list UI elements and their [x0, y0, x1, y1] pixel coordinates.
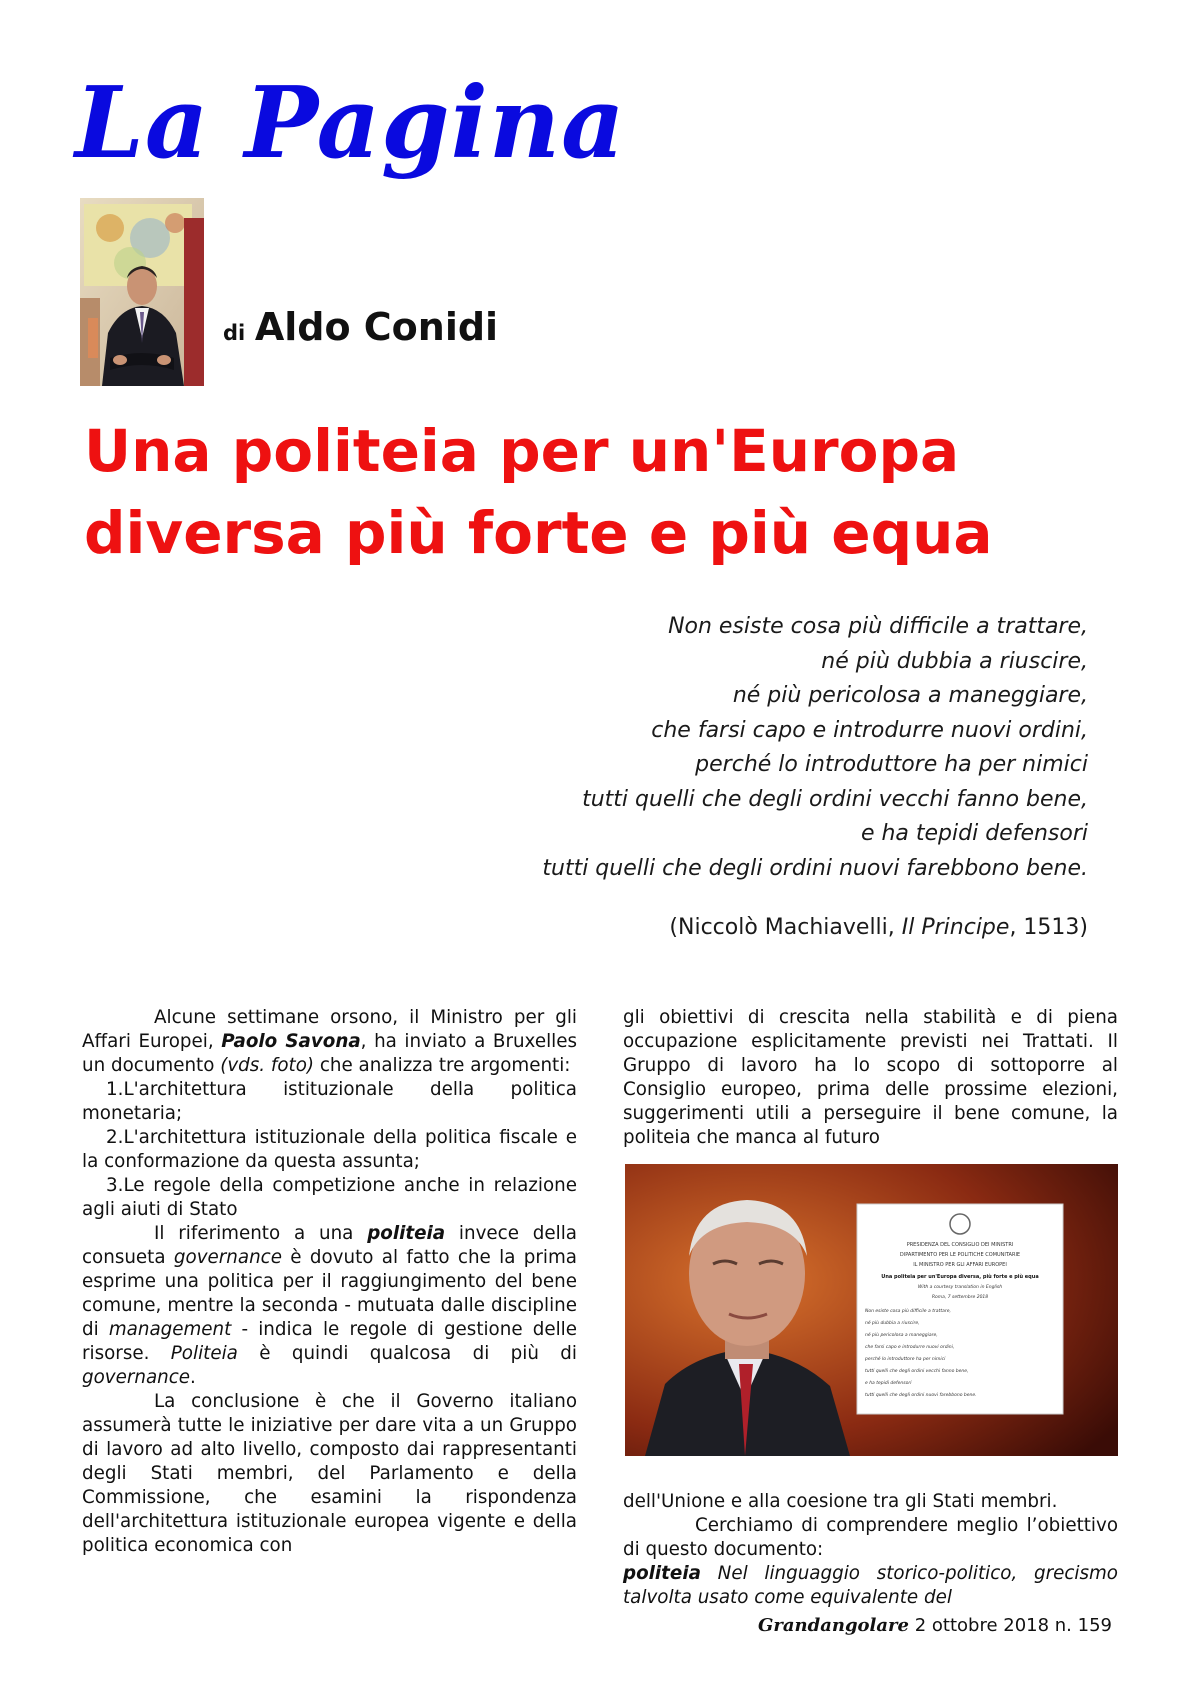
text-run: . [190, 1367, 196, 1388]
article-paragraph: dell'Unione e alla coesione tra gli Stati membri. [623, 1491, 1058, 1512]
quote-line: che farsi capo e introdurre nuovi ordini, [651, 717, 1088, 743]
article-column-right-bottom [623, 1490, 1118, 1610]
machiavelli-quote [448, 610, 1088, 946]
savona-photo-image [625, 1164, 1118, 1456]
photo-reference: (vds. foto) [220, 1055, 315, 1076]
quote-line: tutti quelli che degli ordini nuovi farebbono bene. [542, 855, 1088, 881]
quote-line: tutti quelli che degli ordini vecchi fanno bene, [582, 786, 1088, 812]
doc-quote-line: Non esiste cosa più difficile a trattare, [865, 1309, 951, 1314]
publication-name: Grandangolare [758, 1615, 909, 1636]
author-photo [80, 198, 204, 386]
text-run: è quindi qualcosa di più di [237, 1343, 577, 1364]
doc-quote-line: tutti quelli che degli ordini vecchi fanno bene, [865, 1369, 969, 1374]
doc-quote-line: che farsi capo e introdurre nuovi ordini, [865, 1345, 955, 1350]
article-column-left [82, 1006, 577, 1558]
article-paragraph: gli obiettivi di crescita nella stabilità e di piena occupazione esplicitamente previsti nei Trattati. Il Gruppo di lavoro ha lo scopo di sottoporre al Consiglio europeo, prima delle prossime elezioni, suggerimenti utili a perseguire il bene comune, la politeia che manca al futuro [623, 1007, 1118, 1148]
doc-quote-line: perché lo introduttore ha per nimici [865, 1357, 946, 1362]
article-paragraph [82, 1006, 577, 1078]
byline [223, 305, 498, 349]
author-portrait-image [80, 198, 204, 386]
text-run: - indica le regole di gestione delle risorse. [82, 1319, 577, 1364]
list-item: 2.L'architettura istituzionale della politica fiscale e la conformazione da questa assunta; [82, 1127, 577, 1172]
list-item: 1.L'architettura istituzionale della politica monetaria; [82, 1079, 577, 1124]
doc-heading-3: IL MINISTRO PER GLI AFFARI EUROPEI [913, 1262, 1007, 1268]
term-management: management [108, 1319, 232, 1340]
term-politeia: Politeia [170, 1343, 238, 1364]
quote-line: perché lo introduttore ha per nimici [695, 752, 1088, 777]
definition-paragraph [623, 1562, 1118, 1610]
article-column-right-top [623, 1006, 1118, 1150]
definition-term: politeia [623, 1563, 701, 1584]
article-paragraph [82, 1222, 577, 1390]
quote-line: e ha tepidi defensori [860, 821, 1088, 846]
text-run: Il riferimento a una [154, 1223, 368, 1244]
definition-text: Nel linguaggio storico-politico, grecismo talvolta usato come equivalente del [623, 1563, 1118, 1608]
byline-author: Aldo Conidi [254, 305, 499, 349]
doc-heading-1: PRESIDENZA DEL CONSIGLIO DEI MINISTRI [906, 1242, 1014, 1248]
page-footer [758, 1615, 1112, 1636]
doc-quote-line: e ha tepidi defensori [865, 1381, 912, 1386]
doc-date: Roma, 7 settembre 2018 [931, 1295, 989, 1300]
quote-line: né più pericolosa a maneggiare, [732, 683, 1088, 708]
text-run: , ha inviato a Bruxelles un documento [82, 1031, 577, 1076]
quote-line: Non esiste cosa più difficile a trattare, [668, 614, 1088, 639]
text-run: è dovuto al fatto che la prima esprime una politica per il raggiungimento del bene comune, mentre la seconda - mutuata dalle discipline di [82, 1247, 577, 1340]
headline-line-1: Una politeia per un'Europa [84, 417, 960, 485]
doc-quote-line: tutti quelli che degli ordini nuovi farebbono bene. [865, 1393, 977, 1398]
attribution-author: (Niccolò Machiavelli, [669, 915, 902, 940]
doc-heading-2: DIPARTIMENTO PER LE POLITICHE COMUNITARIE [899, 1252, 1021, 1258]
quote-line: né più dubbia a riuscire, [821, 648, 1088, 674]
doc-subtitle: With a courtesy translation in English [917, 1285, 1003, 1290]
issue-info: 2 ottobre 2018 n. 159 [908, 1615, 1112, 1636]
text-run: che analizza tre argomenti: [314, 1055, 571, 1076]
attribution-year: , 1513) [1009, 915, 1088, 940]
attribution-work: Il Principe [901, 915, 1010, 940]
masthead: La Pagina [75, 66, 626, 181]
byline-prefix: di [223, 321, 246, 345]
quote-attribution [448, 911, 1088, 946]
article-paragraph: La conclusione è che il Governo italiano assumerà tutte le iniziative per dare vita a un Gruppo di lavoro ad alto livello, composto dai rappresentanti degli Stati membri, del Parlamento e della Commissione, che esamini la rispondenza dell'architettura istituzionale europea vigente e della politica economica con [82, 1391, 577, 1556]
headline-line-2: diversa più forte e più equa [84, 499, 993, 567]
person-name: Paolo Savona [221, 1031, 361, 1052]
doc-quote-line: né più dubbia a riuscire, [865, 1321, 920, 1326]
doc-title: Una politeia per un'Europa diversa, più forte e più equa [881, 1274, 1039, 1280]
text-run: Alcune settimane orsono, il Ministro per gli Affari Europei, [82, 1007, 577, 1052]
term-governance: governance [82, 1367, 191, 1388]
article-paragraph: Cerchiamo di comprendere meglio l’obiettivo di questo documento: [623, 1515, 1118, 1560]
headline [84, 410, 1144, 574]
term-politeia: politeia [367, 1223, 446, 1244]
term-governance: governance [173, 1247, 282, 1268]
list-item: 3.Le regole della competizione anche in relazione agli aiuti di Stato [82, 1175, 577, 1220]
savona-document-photo [625, 1164, 1118, 1456]
doc-quote-line: né più pericolosa a maneggiare, [865, 1333, 938, 1338]
text-run: invece della consueta [82, 1223, 577, 1268]
